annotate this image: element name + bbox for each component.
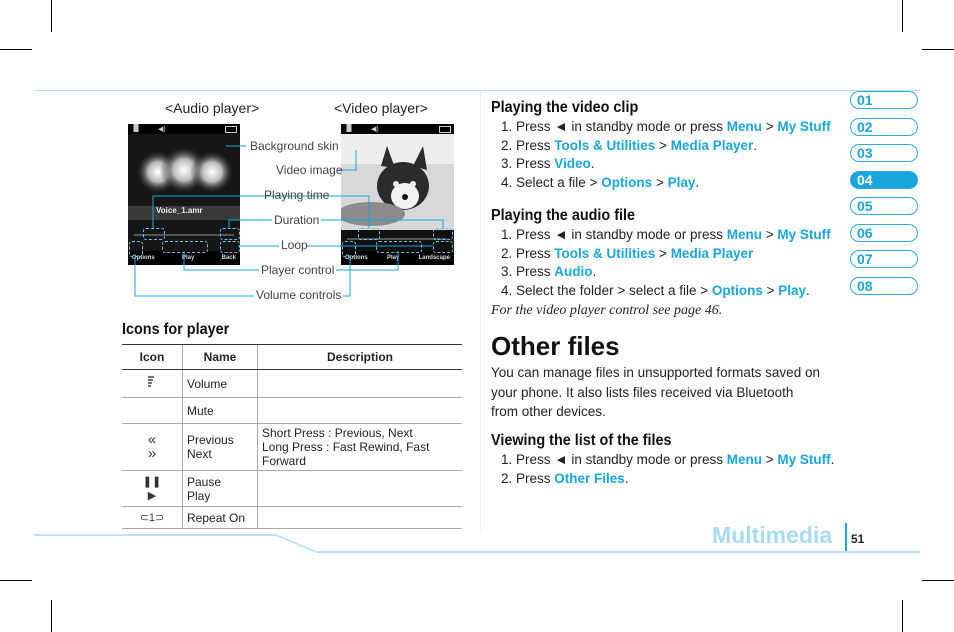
- table-row: [122, 424, 462, 471]
- step-text: 1. Press ◄ in standby mode or press: [501, 119, 727, 134]
- step-text: .: [806, 282, 810, 298]
- menu-path-link: Play: [778, 282, 807, 298]
- step-line: [501, 470, 834, 489]
- step-text: >: [655, 245, 671, 261]
- footer-section-title: Multimedia: [712, 522, 833, 548]
- audio-steps: [501, 226, 831, 300]
- chapter-tab-03[interactable]: 03: [850, 144, 918, 162]
- name-cell: Repeat On: [183, 507, 258, 529]
- step-text: 3. Press: [501, 156, 555, 171]
- step-text: .: [624, 470, 629, 486]
- chapter-tab-08[interactable]: 08: [850, 277, 918, 295]
- audio-file-heading: Playing the audio file: [491, 207, 636, 224]
- step-text: >: [761, 119, 778, 134]
- softkey-right[interactable]: Landscape: [418, 255, 450, 261]
- audio-file-name: Voice_1.amr: [156, 206, 203, 215]
- repeat-one-icon: ⊂1⊃: [122, 507, 183, 529]
- step-text: >: [655, 137, 671, 153]
- chapter-tab-05[interactable]: 05: [850, 197, 918, 215]
- step-line: [501, 174, 831, 193]
- annotation-volume-controls: Volume controls: [256, 288, 342, 302]
- chapter-tab-04[interactable]: 04: [850, 171, 918, 189]
- menu-path-link: Media Player: [670, 245, 754, 261]
- description-cell: [258, 471, 463, 507]
- speaker-icon: ◀): [371, 126, 379, 133]
- menu-path-link: Tools & Utilities: [554, 137, 656, 153]
- step-text: 1. Press ◄ in standby mode or press: [501, 227, 727, 242]
- table-row: [122, 370, 462, 398]
- chapter-tab-06[interactable]: 06: [850, 224, 918, 242]
- speaker-icon: ◀): [158, 126, 166, 133]
- step-text: .: [753, 137, 757, 153]
- step-text: 3. Press: [501, 264, 555, 279]
- chapter-tab-02[interactable]: 02: [850, 118, 918, 136]
- step-line: [501, 137, 831, 156]
- step-text: >: [762, 282, 779, 298]
- softkey-left[interactable]: Options: [345, 255, 368, 261]
- step-line: [501, 245, 831, 264]
- video-player-label: <Video player>: [334, 100, 428, 116]
- description-cell: [258, 370, 463, 398]
- prev-next-icon: « »: [122, 424, 183, 471]
- step-text: 2. Press: [501, 245, 555, 261]
- step-line: [501, 226, 831, 245]
- step-line: [501, 155, 831, 174]
- annotation-background-skin: Background skin: [250, 139, 339, 153]
- signal-icon: ▐▌: [131, 125, 141, 132]
- menu-path-link: Menu: [726, 227, 762, 242]
- audio-player-label: <Audio player>: [165, 100, 260, 116]
- column-header: Name: [183, 345, 258, 370]
- viewing-steps: [501, 451, 834, 488]
- step-text: >: [761, 452, 778, 467]
- menu-path-link: Options: [711, 282, 763, 298]
- icons-table: [122, 344, 462, 529]
- annotation-loop: Loop: [281, 238, 308, 252]
- softkey-left[interactable]: Options: [132, 255, 155, 261]
- menu-path-link: Other Files: [554, 470, 625, 486]
- menu-path-link: Tools & Utilities: [554, 245, 656, 261]
- icons-for-player-heading: Icons for player: [122, 321, 230, 338]
- annotation-video-image: Video image: [276, 163, 343, 177]
- step-text: .: [830, 452, 835, 467]
- name-cell: Volume: [183, 370, 258, 398]
- table-row: [122, 471, 462, 507]
- step-line: [501, 118, 831, 137]
- description-cell: Short Press : Previous, Next Long Press : Fast Rewind, Fast Forward: [258, 424, 463, 471]
- menu-path-link: Menu: [726, 119, 762, 134]
- step-text: 4. Select a file >: [501, 174, 602, 190]
- volume-icon: [122, 370, 183, 398]
- other-files-title: Other files: [491, 331, 620, 361]
- menu-path-link: Play: [667, 174, 696, 190]
- menu-path-link: My Stuff: [777, 452, 831, 467]
- pause-play-icon: ❚❚ ▶: [122, 471, 183, 507]
- name-cell: Pause Play: [183, 471, 258, 507]
- softkey-right[interactable]: Back: [221, 255, 236, 261]
- video-clip-heading: Playing the video clip: [491, 99, 639, 116]
- step-line: [501, 282, 831, 301]
- signal-icon: ▐▌: [344, 125, 354, 132]
- table-row: [122, 398, 462, 424]
- menu-path-link: My Stuff: [777, 119, 831, 134]
- menu-path-link: Media Player: [670, 137, 754, 153]
- viewing-files-heading: Viewing the list of the files: [491, 432, 672, 449]
- step-text: 2. Press: [501, 470, 555, 486]
- video-control-note: For the video player control see page 46.: [491, 303, 723, 318]
- step-text: >: [652, 174, 668, 190]
- step-text: 4. Select the folder > select a file >: [501, 282, 712, 298]
- footer-divider: [845, 523, 847, 551]
- step-text: >: [761, 227, 778, 242]
- description-cell: [258, 507, 463, 529]
- softkey-center[interactable]: Play: [386, 255, 400, 261]
- annotation-playing-time: Playing time: [264, 188, 330, 202]
- name-cell: Mute: [183, 398, 258, 424]
- column-header: Icon: [122, 345, 183, 370]
- menu-path-link: Menu: [726, 452, 762, 467]
- step-line: [501, 263, 831, 282]
- annotation-player-control: Player control: [261, 263, 335, 277]
- menu-path-link: My Stuff: [777, 227, 831, 242]
- step-text: .: [695, 174, 700, 190]
- step-line: [501, 451, 834, 470]
- annotation-duration: Duration: [274, 213, 320, 227]
- step-text: 2. Press: [501, 137, 555, 153]
- mute-icon: [122, 398, 183, 424]
- description-cell: [258, 398, 463, 424]
- table-row: [122, 507, 462, 529]
- softkey-center[interactable]: Play: [181, 255, 195, 261]
- video-steps: [501, 118, 831, 192]
- name-cell: Previous Next: [183, 424, 258, 471]
- menu-path-link: Video: [554, 156, 591, 171]
- step-text: .: [592, 264, 597, 279]
- menu-path-link: Audio: [554, 264, 593, 279]
- table-header-row: [122, 345, 462, 370]
- other-files-description: You can manage files in unsupported formats saved on your phone. It also lists files received via Bluetooth from other devices.: [491, 365, 820, 419]
- page-number: 51: [851, 532, 865, 546]
- step-text: 1. Press ◄ in standby mode or press: [501, 452, 727, 467]
- chapter-tab-01[interactable]: 01: [850, 91, 918, 109]
- menu-path-link: Options: [601, 174, 653, 190]
- chapter-tab-07[interactable]: 07: [850, 250, 918, 268]
- step-text: .: [590, 156, 595, 171]
- column-header: Description: [258, 345, 463, 370]
